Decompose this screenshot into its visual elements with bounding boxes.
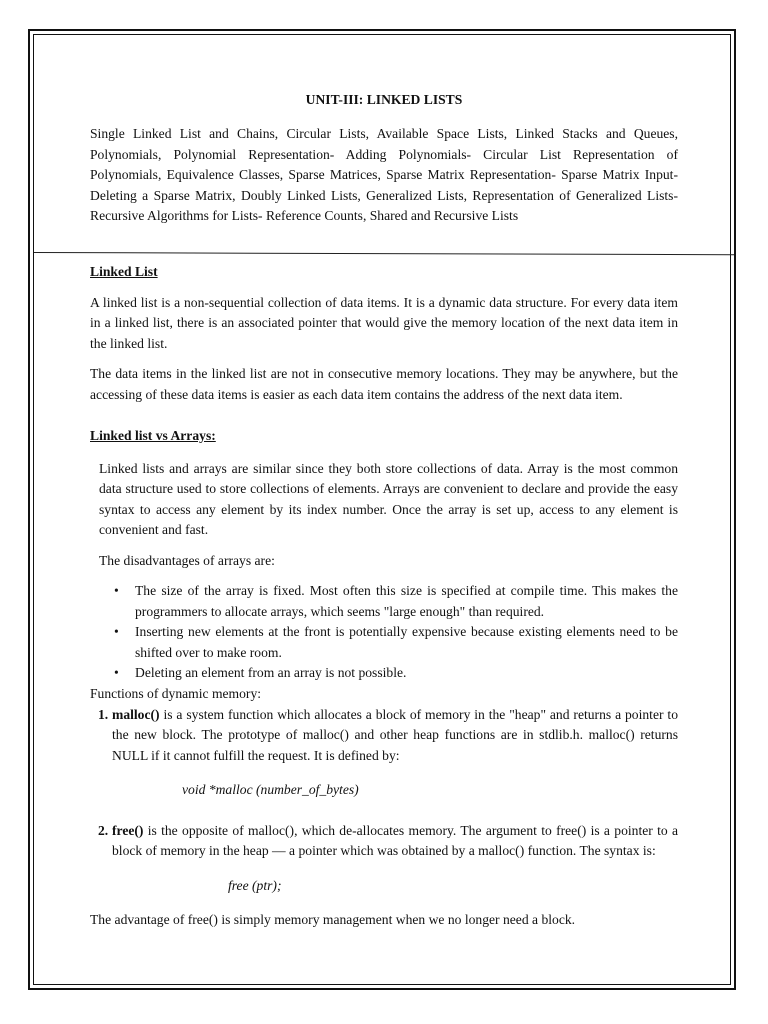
vs-arrays-para-1: Linked lists and arrays are similar since they both store collections of data. Array is the most common data structure used to store collections of elements. Arrays are convenient to declare and provide the easy syntax to access any element by its index number. Once the array is set up, access to any element is convenient and fast. bbox=[99, 460, 678, 537]
linked-list-section bbox=[90, 262, 678, 405]
disadvantages-list bbox=[90, 581, 678, 684]
vs-arrays-heading: Linked list vs Arrays: bbox=[90, 428, 216, 443]
dynamic-memory-intro: Functions of dynamic memory: bbox=[90, 686, 262, 701]
vs-arrays-section bbox=[90, 426, 678, 684]
function-description: is a system function which allocates a block of memory in the "heap" and returns a pointer to the new block. The prototype of malloc() and other heap functions are in stdlib.h. malloc() returns NULL if it cannot fulfill the request. It is defined by: bbox=[112, 706, 678, 763]
bullet-icon: • bbox=[114, 624, 119, 639]
dynamic-memory-functions bbox=[90, 705, 678, 897]
item-number: 2. bbox=[98, 822, 109, 838]
function-description: is the opposite of malloc(), which de-allocates memory. The argument to free() is a pointer to a block of memory in the heap — a pointer which was obtained by a malloc() function. The syntax is: bbox=[112, 822, 678, 858]
function-name: free() bbox=[112, 822, 144, 838]
vs-arrays-para-2: The disadvantages of arrays are: bbox=[99, 552, 275, 568]
bullet-icon: • bbox=[114, 665, 119, 680]
list-item: • The size of the array is fixed. Most often this size is specified at compile time. This makes the programmers to allocate arrays, which seems "large enough" than required. bbox=[114, 583, 678, 619]
linked-list-para-1: A linked list is a non-sequential collection of data items. It is a dynamic data structure. For every data item in a linked list, there is an associated pointer that would give the memory location of the next data item in the linked list. bbox=[90, 294, 678, 351]
dynamic-memory-closing: The advantage of free() is simply memory management when we no longer need a block. bbox=[90, 912, 576, 927]
list-item bbox=[90, 705, 678, 801]
bullet-icon: • bbox=[114, 583, 119, 598]
linked-list-heading: Linked List bbox=[90, 264, 158, 279]
unit-title: UNIT-III: LINKED LISTS bbox=[305, 92, 463, 107]
linked-list-para-2: The data items in the linked list are not in consecutive memory locations. They may be anywhere, but the accessing of these data items is easier as each data item contains the address of the next data item. bbox=[90, 366, 678, 402]
dynamic-memory-section bbox=[90, 684, 678, 931]
list-item: • Deleting an element from an array is not possible. bbox=[90, 663, 678, 684]
free-syntax: free (ptr); bbox=[228, 877, 282, 893]
list-item bbox=[90, 821, 678, 897]
malloc-syntax: void *malloc (number_of_bytes) bbox=[182, 782, 359, 797]
item-number: 1. bbox=[98, 706, 109, 722]
syllabus-paragraph: Single Linked List and Chains, Circular Lists, Available Space Lists, Linked Stacks and Queues, Polynomials, Polynomial Representation- Adding Polynomials- Circular List Representation of Polynomials, Equivalence Classes, Sparse Matrices, Sparse Matrix Representation- Sparse Matrix Input- Deleting a Sparse Matrix, Doubly Linked Lists, Generalized Lists, Representation of Generalized Lists- Recursive Algorithms for Lists- Reference Counts, Shared and Recursive Lists bbox=[90, 126, 678, 223]
list-item: • Inserting new elements at the front is potentially expensive because existing elements need to be shifted over to make room. bbox=[114, 624, 678, 660]
function-name: malloc() bbox=[112, 706, 160, 722]
